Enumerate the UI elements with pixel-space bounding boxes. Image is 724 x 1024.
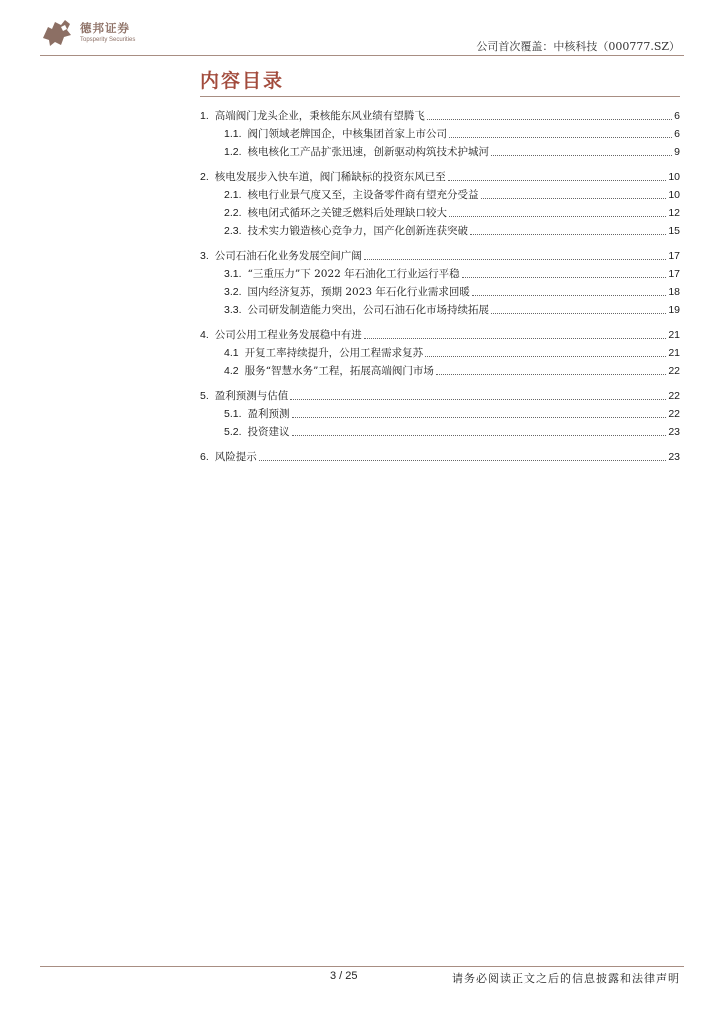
toc-entry-number: 4.1 [224,347,239,359]
toc-entry-title: 风险提示 [214,451,257,463]
toc-entry-page: 6 [674,128,680,140]
toc-entry-number: 2.2. [224,207,242,219]
toc-entry-title: 阀门领域老牌国企，中核集团首家上市公司 [247,128,448,140]
toc-entry-page: 17 [668,268,680,280]
toc-leader-dots [427,119,672,120]
toc-subsection-entry[interactable] [200,283,680,301]
toc-subsection-entry[interactable] [200,301,680,319]
logo-text-en: Topsperity Securities [80,37,136,43]
toc-section [200,448,680,466]
toc-entry-number: 2.1. [224,189,242,201]
toc-entry-page: 19 [668,304,680,316]
toc-entry-page: 10 [668,171,680,183]
toc-subsection-entry[interactable] [200,362,680,380]
toc-entry-number: 3.3. [224,304,242,316]
toc-entry-number: 1.2. [224,146,242,158]
toc-leader-dots [364,338,667,339]
toc-entry-page: 12 [668,207,680,219]
toc-section [200,387,680,441]
toc-leader-dots [290,399,666,400]
toc-section-entry[interactable] [200,168,680,186]
toc-entry-page: 23 [668,426,680,438]
toc-entry-page: 10 [668,189,680,201]
toc-entry-title: 核电发展步入快车道，阀门稀缺标的投资东风已至 [214,171,446,183]
toc-section-entry[interactable] [200,387,680,405]
toc-subsection-entry[interactable] [200,186,680,204]
toc-section-entry[interactable] [200,326,680,344]
toc-entry-number: 5.2. [224,426,242,438]
toc-subsection-entry[interactable] [200,344,680,362]
footer-divider [40,966,684,967]
toc-entry-title: 公司研发制造能力突出，公司石油石化市场持续拓展 [247,304,490,316]
toc-entry-page: 22 [668,390,680,402]
toc-section [200,168,680,240]
toc-entry-number: 6. [200,451,209,463]
toc-section-entry[interactable] [200,107,680,125]
toc-entry-number: 1.1. [224,128,242,140]
toc-entry-title: 公司公用工程业务发展稳中有进 [214,329,362,341]
toc-leader-dots [364,259,667,260]
toc-leader-dots [292,417,667,418]
company-logo [40,16,180,50]
toc-entry-title: 投资建议 [247,426,290,438]
toc-entry-page: 18 [668,286,680,298]
toc-subsection-entry[interactable] [200,125,680,143]
toc-entry-title: 高端阀门龙头企业，秉核能东风业绩有望腾飞 [214,110,425,122]
toc-entry-title: 盈利预测与估值 [214,390,289,402]
toc-entry-number: 4. [200,329,209,341]
toc-entry-number: 5.1. [224,408,242,420]
report-title: 公司首次覆盖：中核科技（000777.SZ） [476,40,680,53]
toc-entry-title: 核电行业景气度又至，主设备零件商有望充分受益 [247,189,479,201]
header-divider [40,55,684,56]
toc-entry-page: 23 [668,451,680,463]
toc-subsection-entry[interactable] [200,143,680,161]
toc-leader-dots [292,435,667,436]
toc-entry-title: “三重压力”下 2022 年石油化工行业运行平稳 [247,268,460,280]
toc-entry-page: 15 [668,225,680,237]
legal-notice: 请务必阅读正文之后的信息披露和法律声明 [452,972,680,985]
toc-section-entry[interactable] [200,448,680,466]
toc-entry-number: 3. [200,250,209,262]
toc-entry-page: 22 [668,408,680,420]
toc-entry-page: 21 [668,329,680,341]
toc-leader-dots [436,374,666,375]
logo-text-cn: 德邦证券 [80,21,130,35]
toc-leader-dots [425,356,666,357]
toc-subsection-entry[interactable] [200,204,680,222]
toc-section [200,107,680,161]
toc-entry-number: 4.2 [224,365,239,377]
toc-subsection-entry[interactable] [200,222,680,240]
toc-section [200,247,680,319]
toc-leader-dots [491,313,666,314]
toc-entry-title: 公司石油石化业务发展空间广阔 [214,250,362,262]
toc-entry-title: 服务“智慧水务”工程，拓展高端阀门市场 [244,365,434,377]
toc-section-entry[interactable] [200,247,680,265]
toc-entry-number: 1. [200,110,209,122]
toc-entry-title: 盈利预测 [247,408,290,420]
toc-subsection-entry[interactable] [200,423,680,441]
toc-subsection-entry[interactable] [200,265,680,283]
toc-heading: 内容目录 [200,70,285,92]
toc-entry-title: 技术实力锻造核心竞争力，国产化创新连获突破 [247,225,469,237]
toc-entry-number: 2. [200,171,209,183]
toc-leader-dots [259,460,667,461]
bull-logo-icon [40,16,74,48]
toc-entry-number: 3.1. [224,268,242,280]
toc-entry-page: 9 [674,146,680,158]
table-of-contents [200,107,680,473]
toc-entry-number: 2.3. [224,225,242,237]
toc-entry-page: 21 [668,347,680,359]
toc-entry-title: 国内经济复苏，预期 2023 年石化行业需求回暖 [247,286,470,298]
toc-leader-dots [472,295,666,296]
toc-leader-dots [481,198,667,199]
toc-entry-page: 17 [668,250,680,262]
toc-subsection-entry[interactable] [200,405,680,423]
page-indicator: 3 / 25 [330,970,358,982]
toc-entry-title: 核电闭式循环之关键乏燃料后处理缺口较大 [247,207,448,219]
toc-entry-number: 5. [200,390,209,402]
toc-leader-dots [448,180,667,181]
toc-entry-title: 核电核化工产品扩张迅速，创新驱动构筑技术护城河 [247,146,490,158]
toc-leader-dots [462,277,667,278]
toc-entry-number: 3.2. [224,286,242,298]
toc-leader-dots [449,137,672,138]
toc-entry-title: 开复工率持续提升，公用工程需求复苏 [244,347,424,359]
toc-entry-page: 6 [674,110,680,122]
toc-leader-dots [470,234,666,235]
toc-leader-dots [491,155,672,156]
toc-leader-dots [449,216,666,217]
toc-section [200,326,680,380]
toc-divider [200,96,680,97]
toc-entry-page: 22 [668,365,680,377]
